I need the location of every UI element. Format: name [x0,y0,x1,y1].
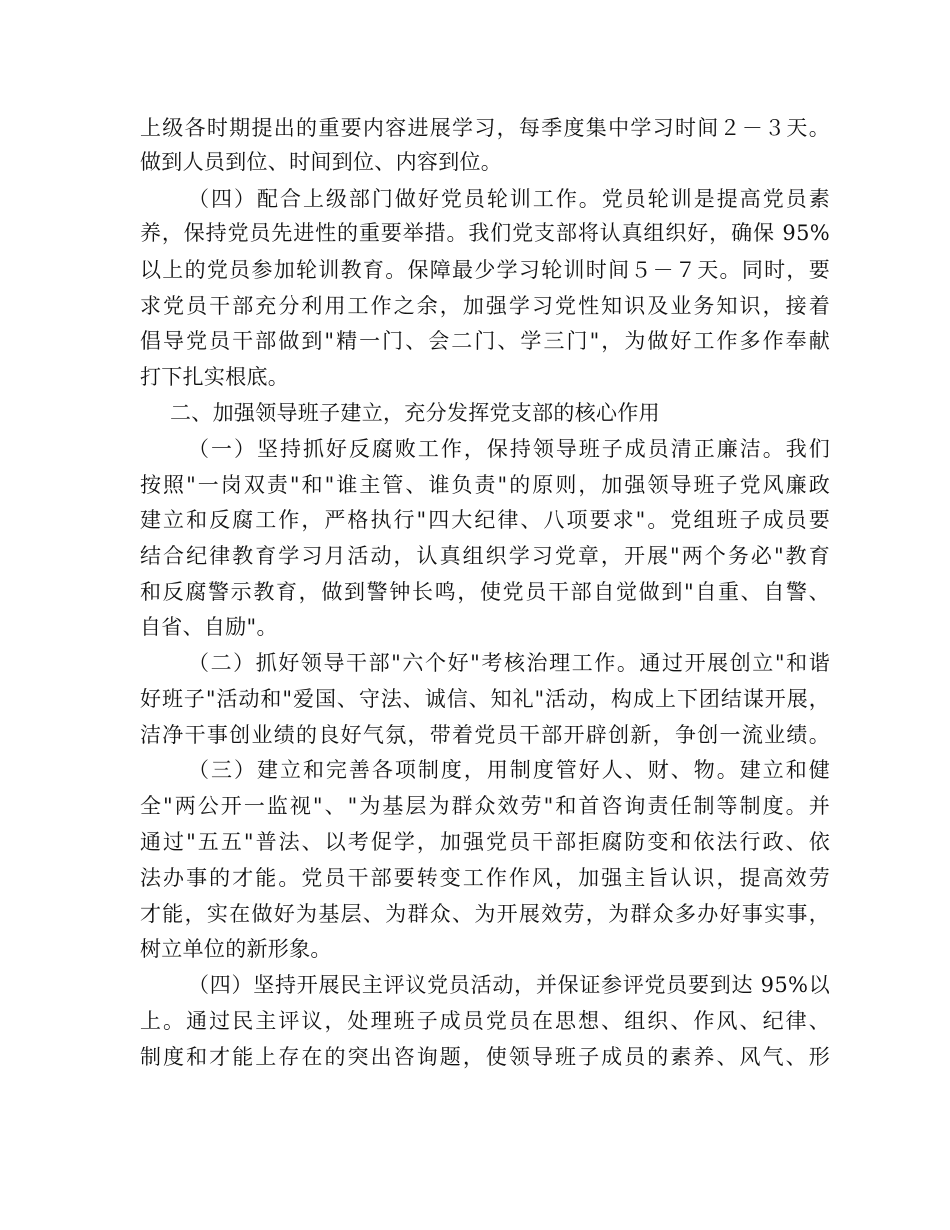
text-line: 全"两公开一监视"、"为基层为群众效劳"和首咨询责任制等制度。并 [140,794,830,818]
text-line: 做到人员到位、时间到位、内容到位。 [140,150,503,174]
text-line: 洁净干事创业绩的良好气氛，带着党员干部开辟创新，争创一流业绩。 [140,723,830,747]
text-line: （三）建立和完善各项制度，用制度管好人、财、物。建立和健 [188,758,830,782]
text-line: 制度和才能上存在的突出咨询题，使领导班子成员的素养、风气、形 [140,1045,830,1069]
text-line: 上级各时期提出的重要内容进展学习，每季度集中学习时间２－３天。 [140,116,830,140]
text-line: 倡导党员干部做到"精一门、会二门、学三门"，为做好工作多作奉献 [140,329,830,353]
section-heading: 二、加强领导班子建立，充分发挥党支部的核心作用 [170,401,660,425]
text-line: 好班子"活动和"爱国、守法、诚信、知礼"活动，构成上下团结谋开展， [140,687,830,711]
text-line: 按照"一岗双责"和"谁主管、谁负责"的原则，加强领导班子党风廉政 [140,473,830,497]
text-line: （四）配合上级部门做好党员轮训工作。党员轮训是提高党员素 [188,187,830,211]
text-line: 法办事的才能。党员干部要转变工作作风，加强主旨认识，提高效劳 [140,866,830,890]
text-line: 才能，实在做好为基层、为群众、为开展效劳，为群众多办好事实事， [140,902,830,926]
text-line: 打下扎实根底。 [140,365,290,389]
text-line: 树立单位的新形象。 [140,937,332,961]
text-line: （四）坚持开展民主评议党员活动，并保证参评党员要到达 95%以 [188,973,830,997]
text-line: 通过"五五"普法、以考促学，加强党员干部拒腐防变和依法行政、依 [140,830,830,854]
text-line: （二）抓好领导干部"六个好"考核治理工作。通过开展创立"和谐 [188,651,830,675]
text-line: 以上的党员参加轮训教育。保障最少学习轮训时间５－７天。同时，要 [140,258,830,282]
text-line: 建立和反腐工作，严格执行"四大纪律、八项要求"。党组班子成员要 [140,508,830,532]
text-line: 结合纪律教育学习月活动，认真组织学习党章，开展"两个务必"教育 [140,544,830,568]
text-line: 养，保持党员先进性的重要举措。我们党支部将认真组织好，确保 95% [140,221,830,245]
text-line: 求党员干部充分利用工作之余，加强学习党性知识及业务知识，接着 [140,294,830,318]
text-line: （一）坚持抓好反腐败工作，保持领导班子成员清正廉洁。我们 [188,437,830,461]
text-line: 和反腐警示教育，做到警钟长鸣，使党员干部自觉做到"自重、自警、 [140,580,830,604]
text-line: 上。通过民主评议，处理班子成员党员在思想、组织、作风、纪律、 [140,1009,830,1033]
text-line: 自省、自励"。 [140,615,278,639]
